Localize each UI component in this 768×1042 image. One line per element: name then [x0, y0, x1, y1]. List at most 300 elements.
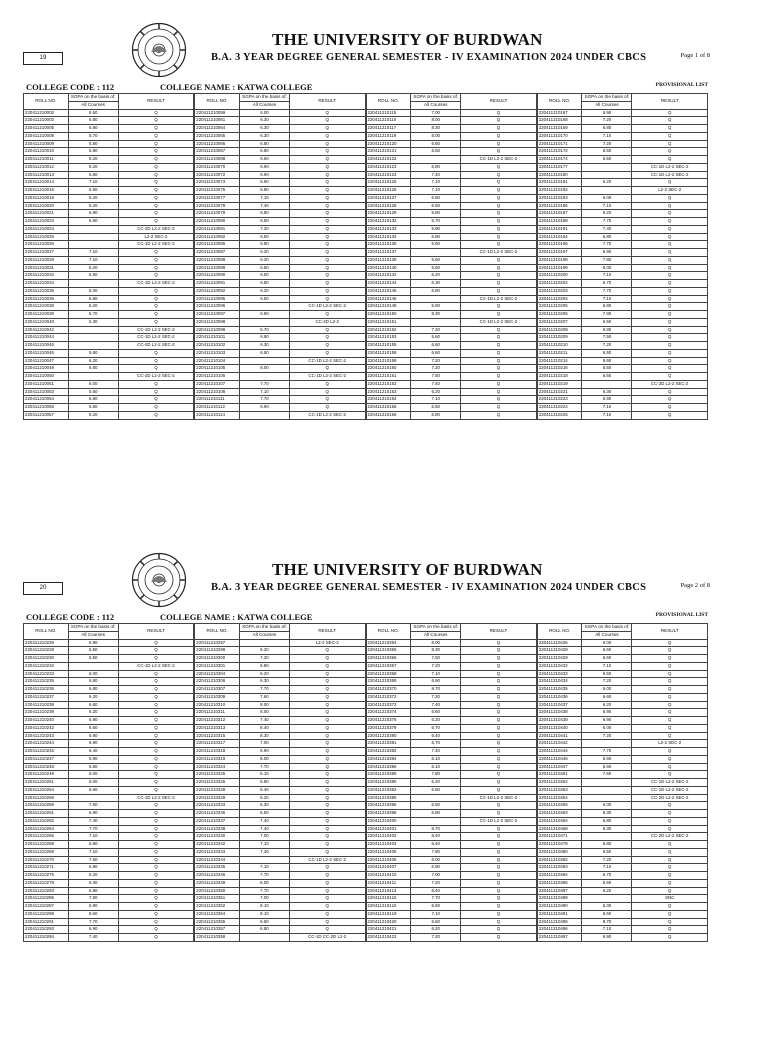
sgpa-header: SGPA on the basis of:	[239, 624, 289, 632]
table-row	[366, 918, 536, 926]
table-row	[366, 210, 536, 218]
sgpa-value: 7.70	[239, 887, 289, 895]
roll-number: 220411210226	[24, 639, 69, 647]
roll-number: 220411210270	[24, 856, 69, 864]
roll-number: 220411210186	[537, 202, 582, 210]
result-value: Q	[289, 802, 365, 810]
roll-number: 220411210283	[24, 887, 69, 895]
table-row	[195, 655, 365, 663]
table-row	[537, 241, 707, 249]
result-value: Q	[461, 287, 537, 295]
sgpa-value: 7.10	[582, 202, 632, 210]
sgpa-value: 6.80	[582, 303, 632, 311]
result-value: Q	[118, 357, 194, 365]
result-value: Q	[632, 357, 708, 365]
roll-number: 220411210088	[195, 256, 240, 264]
result-value: Q	[632, 647, 708, 655]
result-value: Q	[118, 833, 194, 841]
result-value: Q	[632, 670, 708, 678]
roll-number: 220411210291	[24, 918, 69, 926]
roll-number: 220411210236	[24, 686, 69, 694]
table-row	[537, 786, 707, 794]
table-row	[537, 318, 707, 326]
roll-number: 220411210064	[195, 125, 240, 133]
table-row	[24, 109, 194, 117]
table-row	[24, 934, 194, 942]
result-value: Q	[118, 140, 194, 148]
table-row	[24, 810, 194, 818]
table-row	[195, 334, 365, 342]
result-value: Q	[289, 701, 365, 709]
table-row	[366, 895, 536, 903]
table-row	[366, 740, 536, 748]
result-value: Q	[461, 326, 537, 334]
roll-number: 220411210368	[366, 670, 411, 678]
sgpa-value: 7.70	[239, 396, 289, 404]
sgpa-value: 7.20	[411, 934, 461, 942]
result-value: Q	[118, 779, 194, 787]
sgpa-value: 6.20	[582, 701, 632, 709]
result-value: Q	[118, 365, 194, 373]
table-row	[24, 841, 194, 849]
table-row	[537, 903, 707, 911]
table-row	[537, 132, 707, 140]
result-value: Q	[118, 388, 194, 396]
sgpa-value: 7.50	[68, 802, 118, 810]
roll-number: 220411210183	[537, 194, 582, 202]
result-value: Q	[632, 848, 708, 856]
sgpa-value: 6.80	[411, 194, 461, 202]
table-row	[537, 748, 707, 756]
table-row	[195, 856, 365, 864]
result-value: CC-2D L2-2 SEC-2	[632, 380, 708, 388]
table-row	[366, 887, 536, 895]
roll-number: 220411210098	[195, 318, 240, 326]
sgpa-value: 6.20	[68, 709, 118, 717]
roll-number: 220411210285	[24, 895, 69, 903]
table-row	[537, 732, 707, 740]
sgpa-value: 6.90	[239, 163, 289, 171]
roll-number: 220411210289	[24, 910, 69, 918]
sgpa-value: 6.80	[68, 140, 118, 148]
result-value: Q	[461, 357, 537, 365]
roll-number: 220411210171	[537, 140, 582, 148]
roll-number: 220411210422	[366, 934, 411, 942]
sgpa-value: 6.90	[68, 639, 118, 647]
results-table	[366, 623, 537, 942]
table-row	[195, 639, 365, 647]
result-value: Q	[632, 717, 708, 725]
sgpa-value: 6.20	[411, 388, 461, 396]
sgpa-value: 7.20	[582, 856, 632, 864]
roll-number: 220411210287	[24, 903, 69, 911]
roll-number: 220411210268	[24, 841, 69, 849]
result-value: Q	[632, 109, 708, 117]
table-row	[195, 678, 365, 686]
sgpa-value: 6.60	[68, 724, 118, 732]
sgpa-value: 5.60	[582, 910, 632, 918]
roll-header: ROLL NO.	[366, 624, 411, 640]
sgpa-value: 6.50	[582, 318, 632, 326]
result-value: Q	[632, 396, 708, 404]
result-value: CC-2D L2-2 SEC-2	[118, 342, 194, 350]
result-value: Q	[118, 903, 194, 911]
roll-number: 220411210021	[24, 210, 69, 218]
result-value: Q	[632, 926, 708, 934]
result-value: Q	[632, 887, 708, 895]
table-row	[537, 210, 707, 218]
result-value: Q	[289, 233, 365, 241]
result-value: CC-2D L2-2 SEC-2	[632, 833, 708, 841]
result-value: CC-1D L2-2 SEC-2	[461, 318, 537, 326]
sgpa-value: 8.00	[239, 879, 289, 887]
result-value: Q	[289, 365, 365, 373]
roll-number: 220411210194	[537, 233, 582, 241]
result-value: Q	[289, 810, 365, 818]
table-row	[366, 148, 536, 156]
table-row	[195, 125, 365, 133]
sgpa-value: 5.10	[239, 771, 289, 779]
sgpa-value: 6.30	[411, 280, 461, 288]
roll-number: 220411210200	[537, 272, 582, 280]
result-value: Q	[632, 748, 708, 756]
result-header: RESULT	[289, 94, 365, 110]
roll-number: 220411210126	[366, 187, 411, 195]
table-row	[24, 918, 194, 926]
table-row	[24, 763, 194, 771]
roll-number: 220411210299	[195, 647, 240, 655]
result-value: Q	[461, 334, 537, 342]
table-row	[537, 678, 707, 686]
table-row	[24, 717, 194, 725]
roll-number: 220411210035	[24, 287, 69, 295]
sgpa-value	[239, 856, 289, 864]
table-row	[537, 856, 707, 864]
sgpa-value: 7.50	[411, 655, 461, 663]
roll-header: ROLL NO.	[366, 94, 411, 110]
table-row	[537, 639, 707, 647]
roll-number: 220411210434	[537, 678, 582, 686]
sgpa-value: 6.00	[68, 287, 118, 295]
result-value: Q	[632, 755, 708, 763]
sgpa-value: 6.90	[582, 763, 632, 771]
sgpa-value: 6.50	[239, 295, 289, 303]
result-value: Q	[461, 779, 537, 787]
table-row	[366, 833, 536, 841]
sgpa-value: 6.20	[411, 272, 461, 280]
result-value: Q	[461, 872, 537, 880]
roll-number: 220411210374	[366, 709, 411, 717]
table-row	[366, 280, 536, 288]
result-value: CC-1D L2-2 SEC-2	[461, 156, 537, 164]
table-row	[24, 349, 194, 357]
sgpa-value: 7.40	[411, 748, 461, 756]
result-value: Q	[289, 647, 365, 655]
result-value: Q	[461, 148, 537, 156]
table-row	[195, 373, 365, 381]
roll-number: 220411210108	[195, 388, 240, 396]
roll-number: 220411210354	[195, 910, 240, 918]
roll-number: 220411210293	[24, 926, 69, 934]
roll-number: 220411210163	[366, 388, 411, 396]
table-row	[24, 365, 194, 373]
roll-number: 220411210123	[366, 163, 411, 171]
roll-number: 220411210102	[195, 342, 240, 350]
result-value: Q	[461, 311, 537, 319]
result-value: CC-1D L2-2 SEC-2	[118, 662, 194, 670]
college-info	[26, 612, 313, 622]
roll-number: 220411210111	[195, 396, 240, 404]
table-row	[24, 724, 194, 732]
table-row	[195, 264, 365, 272]
result-value: Q	[632, 225, 708, 233]
table-row	[366, 872, 536, 880]
results-table	[366, 93, 537, 420]
roll-number: 220411210275	[24, 872, 69, 880]
sgpa-value: 6.50	[68, 272, 118, 280]
result-value: Q	[461, 678, 537, 686]
result-value: Q	[289, 786, 365, 794]
sgpa-value: 6.60	[411, 342, 461, 350]
roll-number: 220411210484	[537, 872, 582, 880]
roll-number: 220411210415	[366, 895, 411, 903]
roll-number: 220411210496	[537, 926, 582, 934]
roll-number: 220411210447	[537, 763, 582, 771]
table-row	[195, 179, 365, 187]
table-row	[366, 303, 536, 311]
sgpa-value: 8.70	[582, 918, 632, 926]
roll-number: 220411210381	[366, 740, 411, 748]
table-row	[366, 934, 536, 942]
result-value: Q	[461, 411, 537, 419]
sgpa-value: 7.70	[239, 380, 289, 388]
roll-number: 220411210061	[195, 117, 240, 125]
result-value: CC-1D L2-2 SEC-2	[289, 411, 365, 419]
sgpa-value: 5.70	[239, 326, 289, 334]
sgpa-value: 5.90	[68, 210, 118, 218]
table-row	[537, 225, 707, 233]
result-value: Q	[289, 210, 365, 218]
table-row	[537, 311, 707, 319]
result-value: Q	[289, 709, 365, 717]
roll-number: 220411210122	[366, 156, 411, 164]
sgpa-value: 6.90	[582, 109, 632, 117]
roll-number: 220411210487	[537, 887, 582, 895]
sgpa-value: 6.50	[582, 373, 632, 381]
sgpa-value: 7.10	[68, 249, 118, 257]
table-row	[366, 771, 536, 779]
result-value: Q	[632, 404, 708, 412]
roll-number: 220411210008	[24, 132, 69, 140]
sgpa-value: 6.20	[239, 256, 289, 264]
result-value: Q	[289, 163, 365, 171]
roll-number: 220411210454	[537, 794, 582, 802]
result-value: Q	[289, 910, 365, 918]
roll-number: 220411210342	[195, 841, 240, 849]
result-value: CC-2D L2-2 SEC-2	[118, 225, 194, 233]
table-row	[537, 771, 707, 779]
roll-number: 220411210386	[366, 763, 411, 771]
sgpa-value: 5.90	[68, 396, 118, 404]
roll-number: 220411210055	[24, 404, 69, 412]
table-row	[366, 678, 536, 686]
roll-number: 220411210164	[366, 396, 411, 404]
table-row	[24, 825, 194, 833]
result-value: Q	[461, 647, 537, 655]
table-row	[24, 280, 194, 288]
roll-number: 220411210441	[537, 732, 582, 740]
sgpa-value: 7.10	[411, 910, 461, 918]
roll-number: 220411210168	[537, 117, 582, 125]
sgpa-value	[582, 380, 632, 388]
result-value: Q	[289, 179, 365, 187]
university-title: THE UNIVERSITY OF BURDWAN	[272, 30, 543, 49]
sgpa-value: 7.70	[411, 895, 461, 903]
result-value: Q	[118, 848, 194, 856]
result-value: Q	[289, 396, 365, 404]
roll-number: 220411210364	[366, 639, 411, 647]
result-value: Q	[118, 887, 194, 895]
roll-header: ROLL NO.	[24, 94, 69, 110]
table-row	[195, 686, 365, 694]
result-page-1	[0, 0, 768, 512]
result-value: Q	[289, 825, 365, 833]
table-row	[537, 910, 707, 918]
roll-number: 220411210455	[537, 802, 582, 810]
sgpa-value: 5.90	[239, 241, 289, 249]
sgpa-value: 7.40	[239, 717, 289, 725]
table-row	[195, 117, 365, 125]
roll-number: 220411210444	[537, 748, 582, 756]
sgpa-value: 7.00	[239, 740, 289, 748]
sgpa-value: 7.10	[582, 295, 632, 303]
sgpa-value	[68, 280, 118, 288]
result-value: CC-1D CC-2D L2-2	[289, 934, 365, 942]
table-row	[195, 249, 365, 257]
result-value: Q	[632, 724, 708, 732]
sgpa-value: 6.90	[68, 740, 118, 748]
result-value: Q	[118, 249, 194, 257]
result-value: Q	[289, 349, 365, 357]
roll-number: 220411210264	[24, 825, 69, 833]
result-value: Q	[289, 109, 365, 117]
roll-number: 220411210344	[195, 856, 240, 864]
result-value: Q	[118, 404, 194, 412]
result-value: Q	[632, 879, 708, 887]
result-value: Q	[118, 264, 194, 272]
roll-number: 220411210142	[366, 272, 411, 280]
result-value: Q	[289, 272, 365, 280]
result-value: Q	[118, 655, 194, 663]
roll-number: 220411210271	[24, 864, 69, 872]
roll-number: 220411210480	[537, 848, 582, 856]
roll-number: 220411210099	[195, 326, 240, 334]
roll-number: 220411210086	[195, 241, 240, 249]
roll-number: 220411210497	[537, 934, 582, 942]
result-value: Q	[632, 349, 708, 357]
result-value: Q	[118, 763, 194, 771]
roll-number: 220411210019	[24, 194, 69, 202]
roll-number: 220411210395	[366, 794, 411, 802]
sgpa-value	[411, 295, 461, 303]
table-row	[366, 140, 536, 148]
table-row	[195, 280, 365, 288]
sgpa-value	[68, 241, 118, 249]
table-row	[537, 287, 707, 295]
sgpa-value: 7.70	[582, 287, 632, 295]
roll-number: 220411210433	[537, 670, 582, 678]
roll-number: 220411210233	[24, 670, 69, 678]
roll-number: 220411210166	[366, 411, 411, 419]
roll-number: 220411210066	[195, 140, 240, 148]
table-row	[366, 864, 536, 872]
result-value: Q	[461, 280, 537, 288]
sgpa-value: 5.60	[68, 295, 118, 303]
table-row	[537, 879, 707, 887]
roll-header: ROLL NO.	[537, 624, 582, 640]
result-value: Q	[118, 701, 194, 709]
result-value: Q	[632, 701, 708, 709]
sgpa-value	[239, 303, 289, 311]
results-grid	[23, 623, 708, 942]
roll-number: 220411210105	[195, 365, 240, 373]
sgpa-value: 6.90	[239, 179, 289, 187]
results-table	[23, 93, 194, 420]
result-value: Q	[632, 179, 708, 187]
roll-number: 220411210398	[366, 810, 411, 818]
result-value: Q	[118, 810, 194, 818]
sgpa-value	[68, 342, 118, 350]
table-row	[195, 833, 365, 841]
result-value: Q	[118, 864, 194, 872]
roll-number: 220411210158	[366, 349, 411, 357]
result-value: Q	[461, 833, 537, 841]
result-value: Q	[289, 404, 365, 412]
result-value: Q	[118, 755, 194, 763]
table-row	[24, 755, 194, 763]
table-row	[366, 334, 536, 342]
table-row	[24, 303, 194, 311]
table-row	[537, 810, 707, 818]
roll-number: 220411210416	[366, 903, 411, 911]
result-value: Q	[461, 179, 537, 187]
roll-number: 220411210338	[195, 825, 240, 833]
table-row	[24, 771, 194, 779]
roll-number: 220411210198	[537, 256, 582, 264]
sgpa-value: 6.20	[239, 670, 289, 678]
table-row	[24, 357, 194, 365]
roll-number: 220411210304	[195, 670, 240, 678]
table-row	[24, 686, 194, 694]
result-value: Q	[118, 349, 194, 357]
roll-number: 220411210023	[24, 218, 69, 226]
result-value: Q	[289, 918, 365, 926]
roll-number: 220411210172	[537, 148, 582, 156]
roll-number: 220411210367	[366, 662, 411, 670]
roll-number: 220411210049	[24, 365, 69, 373]
sgpa-value: 5.30	[68, 318, 118, 326]
result-value: Q	[118, 194, 194, 202]
roll-number: 220411210125	[366, 179, 411, 187]
sgpa-header: SGPA on the basis of:	[582, 624, 632, 632]
result-value: Q	[461, 686, 537, 694]
sgpa-value: 7.70	[582, 748, 632, 756]
sgpa-value: 7.70	[239, 686, 289, 694]
table-row	[195, 194, 365, 202]
sgpa-value: 5.90	[582, 755, 632, 763]
table-row	[195, 701, 365, 709]
sgpa-value: 7.20	[411, 879, 461, 887]
